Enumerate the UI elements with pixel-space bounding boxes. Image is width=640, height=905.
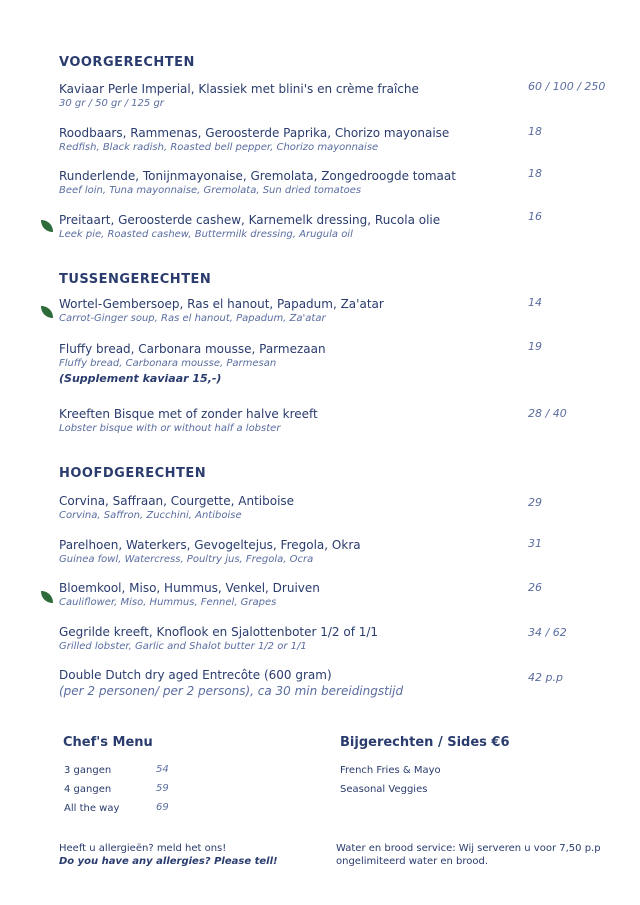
dish-price: 31 xyxy=(528,537,542,550)
dish-price: 18 xyxy=(528,167,542,180)
chefs-menu-title: Chef's Menu xyxy=(63,735,153,750)
dish-price: 34 / 62 xyxy=(528,626,567,639)
dish-name: Kaviaar Perle Imperial, Klassiek met blini's en crème fraîche xyxy=(59,82,419,96)
water-service-line2: ongelimiteerd water en brood. xyxy=(336,856,489,867)
chefs-menu-item-label: All the way xyxy=(64,803,120,814)
leaf-icon xyxy=(40,219,54,233)
dish-price: 18 xyxy=(528,125,542,138)
dish-name: Corvina, Saffraan, Courgette, Antiboise xyxy=(59,494,295,508)
dish-price: 16 xyxy=(528,210,542,223)
dish-supplement: (Supplement kaviaar 15,-) xyxy=(59,372,222,385)
dish-name: Preitaart, Geroosterde cashew, Karnemelk dressing, Rucola olie xyxy=(59,213,441,227)
chefs-menu-item-price: 59 xyxy=(156,783,169,794)
dish-item xyxy=(59,580,519,610)
dish-item xyxy=(59,667,519,699)
dish-item xyxy=(59,341,519,386)
dish-subtitle: Beef loin, Tuna mayonnaise, Gremolata, Sun dried tomatoes xyxy=(59,185,362,196)
dish-item xyxy=(59,168,519,198)
dish-name: Bloemkool, Miso, Hummus, Venkel, Druiven xyxy=(59,581,320,595)
dish-item xyxy=(59,212,519,242)
dish-price: 42 p.p xyxy=(528,671,563,684)
dish-name: Runderlende, Tonijnmayonaise, Gremolata, Zongedroogde tomaat xyxy=(59,169,456,183)
dish-name: Parelhoen, Waterkers, Gevogeltejus, Fregola, Okra xyxy=(59,538,361,552)
sides-title: Bijgerechten / Sides €6 xyxy=(340,735,510,750)
dish-subtitle: Grilled lobster, Garlic and Shalot butter 1/2 or 1/1 xyxy=(59,641,307,652)
leaf-icon xyxy=(40,590,54,604)
dish-price: 28 / 40 xyxy=(528,407,567,420)
leaf-icon xyxy=(40,305,54,319)
chefs-menu-item-label: 3 gangen xyxy=(64,765,112,776)
dish-item xyxy=(59,406,519,436)
dish-name: Kreeften Bisque met of zonder halve kreeft xyxy=(59,407,318,421)
dish-subtitle: 30 gr / 50 gr / 125 gr xyxy=(59,98,164,109)
dish-item xyxy=(59,493,519,523)
dish-subtitle: Lobster bisque with or without half a lobster xyxy=(59,423,281,434)
dish-item xyxy=(59,125,519,155)
dish-price: 14 xyxy=(528,296,542,309)
dish-price: 29 xyxy=(528,496,542,509)
dish-note: (per 2 personen/ per 2 persons), ca 30 min bereidingstijd xyxy=(59,684,404,698)
dish-subtitle: Cauliflower, Miso, Hummus, Fennel, Grapes xyxy=(59,597,277,608)
dish-subtitle: Guinea fowl, Watercress, Poultry jus, Fregola, Ocra xyxy=(59,554,314,565)
water-service-line1: Water en brood service: Wij serveren u voor 7,50 p.p xyxy=(336,843,601,854)
section-title-voorgerechten: VOORGERECHTEN xyxy=(59,55,195,70)
dish-name: Wortel-Gembersoep, Ras el hanout, Papadum, Za'atar xyxy=(59,297,384,311)
dish-item xyxy=(59,537,519,567)
dish-name: Fluffy bread, Carbonara mousse, Parmezaan xyxy=(59,342,326,356)
chefs-menu-item-price: 54 xyxy=(156,764,169,775)
dish-subtitle: Leek pie, Roasted cashew, Buttermilk dressing, Arugula oil xyxy=(59,229,353,240)
dish-name: Gegrilde kreeft, Knoflook en Sjalottenboter 1/2 of 1/1 xyxy=(59,625,379,639)
dish-name: Roodbaars, Rammenas, Geroosterde Paprika, Chorizo mayonaise xyxy=(59,126,450,140)
dish-subtitle: Carrot-Ginger soup, Ras el hanout, Papadum, Za'atar xyxy=(59,313,326,324)
dish-subtitle: Fluffy bread, Carbonara mousse, Parmesan xyxy=(59,358,277,369)
sides-item: Seasonal Veggies xyxy=(340,784,428,795)
dish-price: 60 / 100 / 250 xyxy=(528,80,606,93)
dish-price: 26 xyxy=(528,581,542,594)
section-title-tussengerechten: TUSSENGERECHTEN xyxy=(59,272,212,287)
section-title-hoofdgerechten: HOOFDGERECHTEN xyxy=(59,466,207,481)
allergy-notice-en: Do you have any allergies? Please tell! xyxy=(59,856,278,867)
chefs-menu-item-price: 69 xyxy=(156,802,169,813)
dish-subtitle: Redfish, Black radish, Roasted bell pepper, Chorizo mayonnaise xyxy=(59,142,379,153)
dish-item xyxy=(59,624,519,654)
dish-item xyxy=(59,296,519,326)
sides-item: French Fries & Mayo xyxy=(340,765,441,776)
dish-subtitle: Corvina, Saffron, Zucchini, Antiboise xyxy=(59,510,242,521)
dish-price: 19 xyxy=(528,340,542,353)
allergy-notice-nl: Heeft u allergieën? meld het ons! xyxy=(59,843,227,854)
dish-item xyxy=(59,81,519,111)
dish-name: Double Dutch dry aged Entrecôte (600 gram) xyxy=(59,668,332,682)
chefs-menu-item-label: 4 gangen xyxy=(64,784,112,795)
